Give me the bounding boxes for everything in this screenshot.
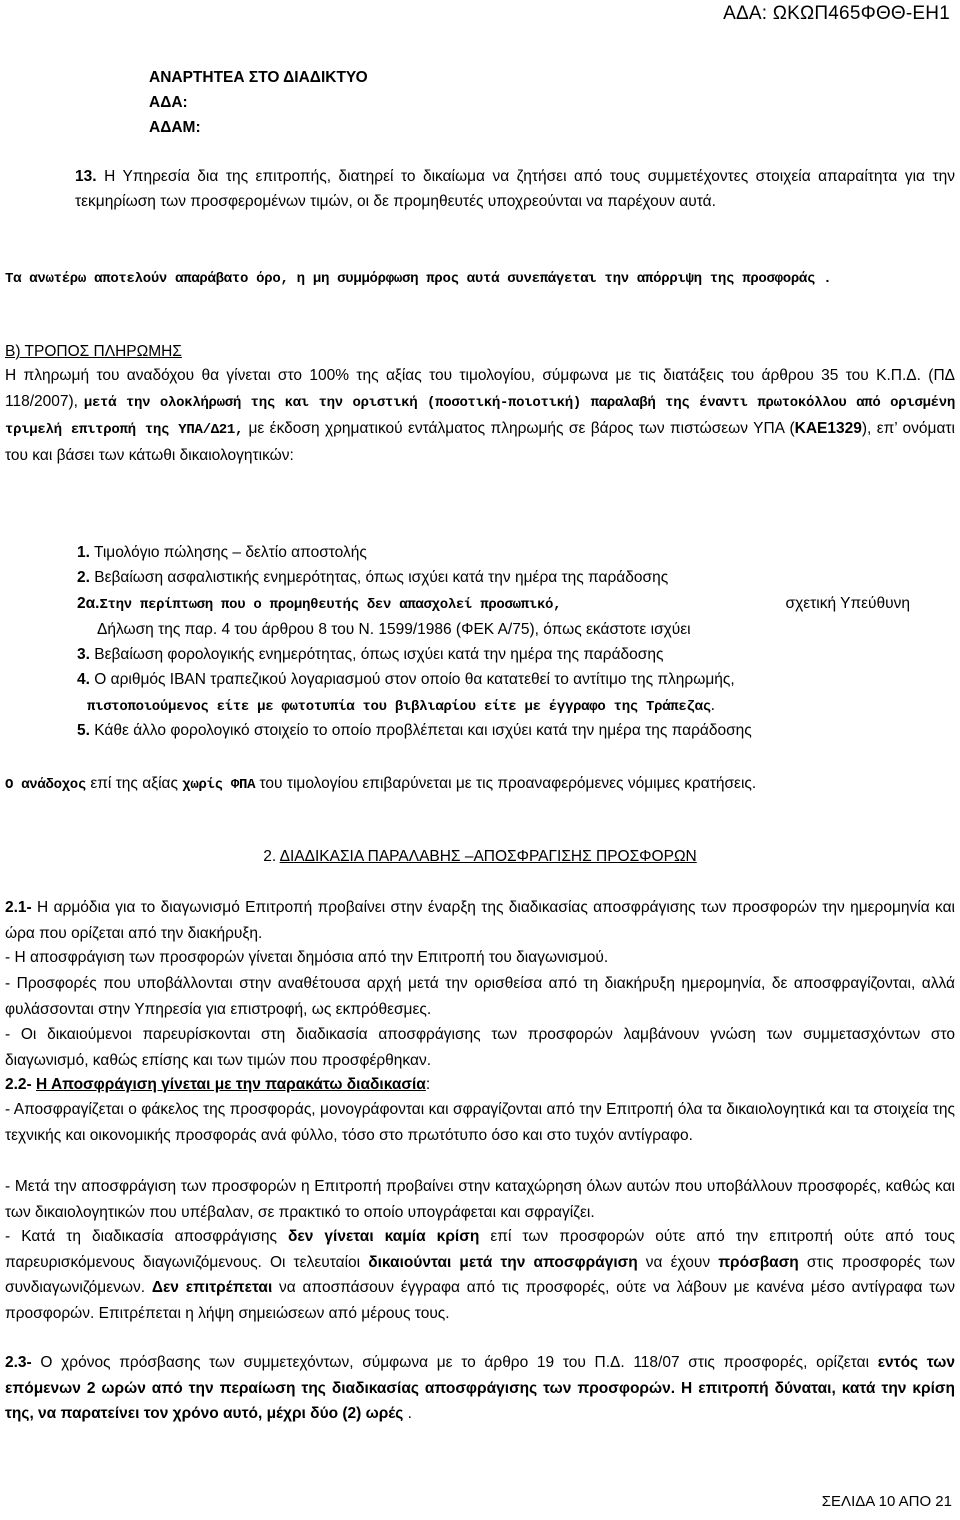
section-2-3 [5,1350,955,1427]
section-2-1 [5,895,955,946]
section-2-heading [0,845,960,870]
doc-1 [77,541,367,566]
vat-paragraph [5,770,955,799]
payment-text-4: ), επ’ ονόματι του και βάσει των κάτωθι δικαιολογητικών: [5,420,955,464]
s21-bullet-3: - Οι δικαιούμενοι παρευρίσκονται στη διαδικασία αποσφράγισης των προσφορών λαμβάνουν γνώση των συμμετασχόντων στο διαγωνισμό, καθώς επίσης και των τιμών που προσφέρθηκαν. [5,1026,955,1069]
doc-5-text: Κάθε άλλο φορολογικό στοιχείο το οποίο προβλέπεται και ισχύει κατά την ημέρα της παράδοσης [89,722,752,739]
ada-code: ΑΔΑ: ΩΚΩΠ465ΦΘΘ-ΕΗ1 [723,3,950,24]
s22-bullet-1: - Αποσφραγίζεται ο φάκελος της προσφοράς, μονογράφονται και σφραγίζονται από την Επιτροπή όλα τα δικαιολογητικά και τα στοιχεία της τεχνικής και οικονομικής προσφοράς ανά φύλλο, τόσο στο πρωτότυπο όσο και στο τυχόν αντίγραφο. [5,1101,955,1144]
doc-1-text: Τιμολόγιο πώλησης – δελτίο αποστολής [89,544,367,561]
doc-4-cont-bold: πιστοποιούμενος είτε με φωτοτυπία του βιβλιαρίου είτε με έγγραφο της Τράπεζας [87,699,711,715]
payment-text-1: Η πληρωμή του αναδόχου θα γίνεται στο 100% της αξίας του τιμολογίου, σύμφωνα με τις διατάξεις του άρθρου 35 του Κ.Π.Δ. [5,367,921,384]
item-13-number: 13. [75,168,97,185]
posting-ada: ΑΔΑ: [149,94,188,111]
item-13-text: Η Υπηρεσία δια της επιτροπής, διατηρεί το δικαίωμα να ζητήσει από τους συμμετέχοντες στοιχεία απαραίτητα για την τεκμηρίωση των προσφερομένων τιμών, οι δε προμηθευτές υποχρεούνται να παρέχουν αυτά. [75,168,956,210]
s23-d: . [403,1405,412,1422]
s21-bullet-1: - Η αποσφράγιση των προσφορών γίνεται δημόσια από την Επιτροπή του διαγωνισμού. [5,949,609,966]
s21-bullet-2: - Προσφορές που υποβάλλονται στην αναθέτουσα αρχή μετά την ορισθείσα από τη διακήρυξη ημερομηνία, δε αποσφραγίζονται, αλλά φυλάσσονται στην Υπηρεσία για επιστροφή, ως εκπρόθεσμες. [5,975,955,1018]
doc-2 [77,566,668,591]
payment-heading [5,340,182,365]
doc-4-cont [87,694,715,720]
doc-2a-num: 2α. [77,595,100,612]
posting-title: ΑΝΑΡΤΗΤΕΑ ΣΤΟ ΔΙΑΔΙΚΤΥΟ [149,69,368,86]
s22-b3-e: να έχουν [637,1253,719,1271]
section-2-2-heading [5,1073,430,1098]
vat-text-2: του τιμολογίου επιβαρύνεται με τις προαναφερόμενες νόμιμες κρατήσεις. [255,775,757,792]
doc-4-cont-end: . [710,697,715,714]
posting-adam: ΑΔΑΜ: [149,119,201,136]
binding-clause: Τα ανωτέρω αποτελούν απαράβατο όρο, η μη συμμόρφωση προς αυτά συνεπάγεται την απόρριψη της προσφοράς . [5,271,832,287]
s23-b: εντός των επόμενων 2 ωρών από την περαίωση της διαδικασίας αποσφράγισης των προσφορών. [5,1354,955,1397]
s22-bullet-2: - Μετά την αποσφράγιση των προσφορών η Επιτροπή προβαίνει στην καταχώρηση όλων αυτών που υποβάλλουν προσφορές, καθώς και των δικαιολογητικών που υπέβαλαν, σε πρακτικό το οποίο υπογράφεται και σφραγίζει. [5,1178,955,1221]
doc-5 [77,719,752,744]
payment-text-3: με έκδοση χρηματικού εντάλματος πληρωμής σε βάρος των πιστώσεων ΥΠΑ ( [243,420,795,437]
s22-b3-d: δικαιούνται μετά την αποσφράγιση [368,1253,638,1271]
payment-heading-text: Β) ΤΡΟΠΟΣ ΠΛΗΡΩΜΗΣ [5,343,182,360]
s23-a: Ο χρόνος πρόσβασης των συμμετεχόντων, σύμφωνα με το άρθρο 19 του Π.Δ. 118/07 στις προσφορές, ορίζεται [31,1354,878,1371]
s22-bullet-3 [5,1224,955,1326]
doc-4 [77,668,735,693]
section-2-title: ΔΙΑΔΙΚΑΣΙΑ ΠΑΡΑΛΑΒΗΣ –ΑΠΟΣΦΡΑΓΙΣΗΣ ΠΡΟΣΦΟΡΩΝ [279,848,697,865]
s22-colon: : [425,1076,431,1093]
doc-2a-cont: Δήλωση της παρ. 4 του άρθρου 8 του Ν. 1599/1986 (ΦΕΚ Α/75), όπως εκάστοτε ισχύει [97,621,691,638]
page-number: ΣΕΛΙΔΑ 10 ΑΠΟ 21 [821,1492,952,1510]
payment-kae: ΚΑΕ1329 [794,420,862,437]
payment-text-2: (ΠΔ 118/2007), [5,367,956,410]
doc-2-num: 2. [77,569,90,586]
s22-num: 2.2- [5,1076,32,1093]
doc-3-text: Βεβαίωση φορολογικής ενημερότητας, όπως ισχύει κατά την ημέρα της παράδοσης [89,646,664,663]
s23-c: Η επιτροπή δύναται, κατά την κρίση της, να παρατείνει τον χρόνο αυτό, μέχρι δύο (2) ωρές [5,1379,955,1422]
s21-num: 2.1- [5,899,32,916]
section-2-number: 2. [263,848,280,865]
s22-b3-b: δεν γίνεται καμία κρίση [287,1228,480,1245]
doc-2a-bold: Στην περίπτωση που ο προμηθευτής δεν απασχολεί προσωπικό, [99,597,562,613]
s22-b3-a: - Κατά τη διαδικασία αποσφράγισης [5,1228,288,1245]
vat-without: χωρίς ΦΠΑ [182,777,256,793]
doc-3 [77,643,663,668]
vat-contractor: Ο ανάδοχος [5,777,87,793]
vat-text-1: επί της αξίας [86,775,183,792]
s22-title: Η Αποσφράγιση γίνεται με την παρακάτω διαδικασία [36,1076,426,1093]
s22-b3-f: πρόσβαση [718,1253,799,1271]
s22-b3-g: στις προσφορές των συνδιαγωνιζόμενων. [5,1253,956,1296]
doc-1-num: 1. [77,544,90,561]
doc-2-text: Βεβαίωση ασφαλιστικής ενημερότητας, όπως ισχύει κατά την ημέρα της παράδοσης [89,569,669,586]
s22-b3-h: Δεν επιτρέπεται [151,1279,273,1296]
doc-3-num: 3. [77,646,90,663]
doc-5-num: 5. [77,722,90,739]
s22-b3-i: να αποσπάσουν έγγραφα από τις προσφορές, ούτε να λάβουν με κανένα μέσο αντίγραφα των προσφορών. Επιτρέπεται η λήψη σημειώσεων από μέρους τους. [5,1279,956,1322]
s23-num: 2.3- [5,1354,32,1371]
doc-4-num: 4. [77,671,90,688]
doc-2a [77,592,910,618]
payment-text-bold: μετά την ολοκλήρωσή της και την οριστική (ποσοτική-ποιοτική) παραλαβή της έναντι πρωτοκόλλου από ορισμένη τριμελή επιτροπή της ΥΠΑ/Δ21, [5,395,955,438]
doc-2a-text: σχετική Υπεύθυνη [785,595,910,612]
s22-b3-c: επί των προσφορών ούτε από την επιτροπή ούτε από τους παρευρισκόμενους διαγωνιζόμενους. Οι τελευταίοι [5,1228,956,1271]
item-13 [75,165,955,214]
payment-paragraph [5,363,955,469]
s21-text: Η αρμόδια για το διαγωνισμό Επιτροπή προβαίνει στην έναρξη της διαδικασίας αποσφράγισης των προσφορών την ημερομηνία και ώρα που ορίζεται από την διακήρυξη. [5,899,955,942]
doc-4-text: Ο αριθμός IBAN τραπεζικού λογαριασμού στον οποίο θα κατατεθεί το αντίτιμο της πληρωμής, [89,671,735,688]
